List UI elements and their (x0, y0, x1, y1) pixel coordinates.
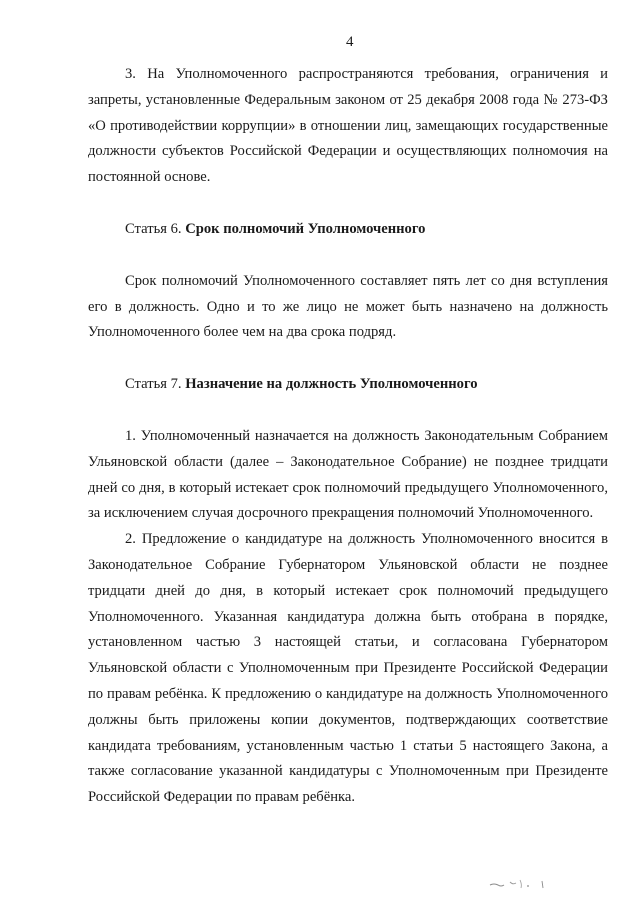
spacer (88, 346, 608, 372)
article-title: Срок полномочий Уполномоченного (185, 220, 426, 237)
article-7-heading (88, 372, 608, 398)
article-7-part-1 (88, 424, 608, 527)
document-body (88, 62, 608, 811)
paragraph-text: Срок полномочий Уполномоченного составляет пять лет со дня вступления его в должность. Одно и то же лицо не может быть назначено на должность Уполномоченного более чем на два срока подряд. (88, 272, 608, 341)
article-6-heading (88, 217, 608, 243)
article-number: Статья 6. (125, 220, 182, 237)
spacer (88, 398, 608, 424)
article-5-part-3 (88, 62, 608, 191)
paragraph-text: 3. На Уполномоченного распространяются требования, ограничения и запреты, установленные Федеральным законом от 25 декабря 2008 года № 273-ФЗ «О противодействии коррупции» в отношении лиц, замещающих государственные должности субъектов Российской Федерации и осуществляющих полномочия на постоянной основе. (88, 66, 608, 186)
article-title: Назначение на должность Уполномоченного (185, 376, 478, 393)
paragraph-text: 2. Предложение о кандидатуре на должность Уполномоченного вносится в Законодательное Собрание Губернатором Ульяновской области не позднее тридцати дней до дня, в который истекает срок полномочий предыдущего Уполномоченного. Указанная кандидатура должна быть отобрана в порядке, установленном частью 3 настоящей статьи, и согласована Губернатором Ульяновской области с Уполномоченным при Президенте Российской Федерации по правам ребёнка. К предложению о кандидатуре на должность Уполномоченного должны быть приложены копии документов, подтверждающих соответствие кандидата требованиям, установленным частью 1 статьи 5 настоящего Закона, а также согласование указанной кандидатуры с Уполномоченным при Президенте Российской Федерации по правам ребёнка. (88, 531, 608, 806)
page-number: 4 (346, 34, 354, 50)
article-number: Статья 7. (125, 376, 182, 393)
spacer (88, 191, 608, 217)
paragraph-text: 1. Уполномоченный назначается на должность Законодательным Собранием Ульяновской области (далее – Законодательное Собрание) не позднее тридцати дней со дня, в который истекает срок полномочий предыдущего Уполномоченного, за исключением случая досрочного прекращения полномочий Уполномоченного. (88, 427, 608, 522)
spacer (88, 243, 608, 269)
scan-smudge-mark (488, 876, 558, 892)
article-6-text (88, 269, 608, 346)
article-7-part-2 (88, 527, 608, 811)
